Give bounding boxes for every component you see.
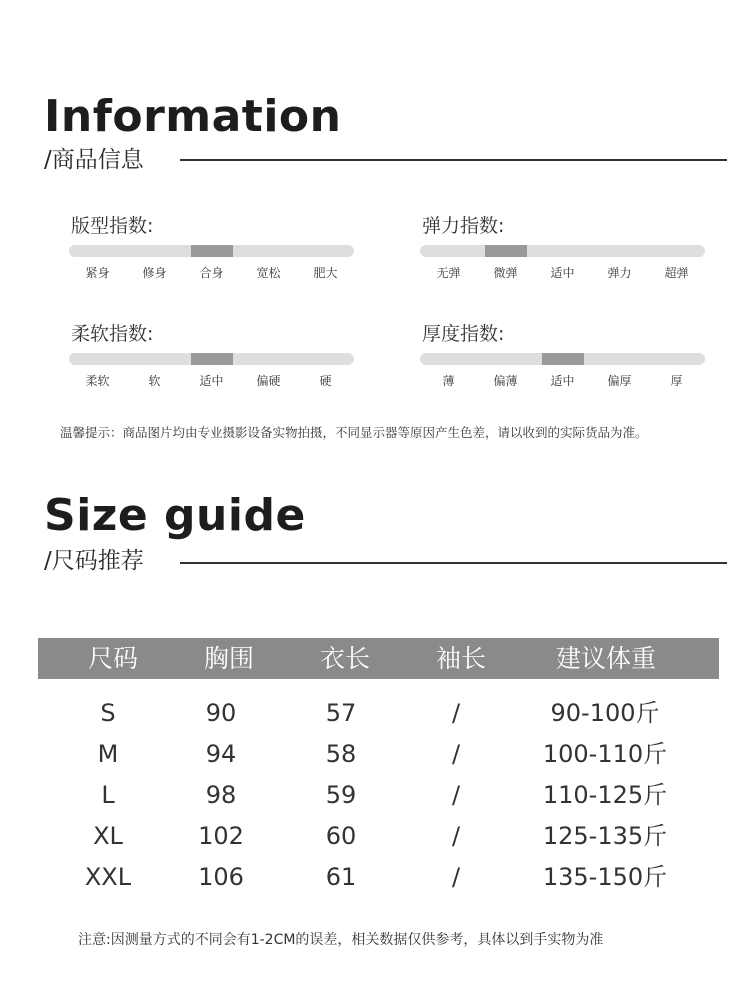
index-track [69, 245, 354, 257]
table-row [0, 780, 750, 810]
information-divider [180, 159, 727, 161]
cell-weight: 135-150斤 [542, 863, 668, 891]
index-option: 适中 [550, 374, 575, 388]
index-label: 柔软指数: [71, 323, 154, 345]
index-option: 肥大 [313, 266, 338, 280]
cell-size: L [101, 781, 115, 809]
index-option: 偏薄 [493, 374, 518, 388]
index-option: 偏硬 [256, 374, 281, 388]
cell-length: 60 [325, 822, 357, 850]
cell-chest: 98 [205, 781, 237, 809]
index-option: 适中 [199, 374, 224, 388]
header-weight: 建议体重 [555, 644, 657, 673]
cell-sleeve: / [451, 781, 461, 809]
size-table-header [38, 638, 719, 679]
cell-weight: 110-125斤 [542, 781, 668, 809]
thickness-index [420, 319, 705, 399]
index-option: 宽松 [256, 266, 281, 280]
index-option: 无弹 [436, 266, 461, 280]
size-guide-title: Size guide [44, 490, 306, 541]
cell-weight: 90-100斤 [550, 699, 660, 727]
size-guide-subtitle: /尺码推荐 [44, 548, 144, 574]
index-label: 厚度指数: [422, 323, 505, 345]
header-chest: 胸围 [203, 644, 255, 673]
information-title: Information [44, 91, 342, 142]
cell-weight: 100-110斤 [542, 740, 668, 768]
header-sleeve: 袖长 [435, 644, 487, 673]
elasticity-index [420, 211, 705, 291]
index-option: 软 [148, 374, 161, 388]
cell-sleeve: / [451, 822, 461, 850]
index-track [69, 353, 354, 365]
index-option: 修身 [142, 266, 167, 280]
size-guide-divider [180, 562, 727, 564]
cell-size: S [100, 699, 116, 727]
index-label: 版型指数: [71, 215, 154, 237]
index-selected-segment [191, 245, 233, 257]
table-row [0, 862, 750, 892]
header-size: 尺码 [87, 644, 139, 673]
index-option: 薄 [442, 374, 455, 388]
index-option: 合身 [199, 266, 224, 280]
index-option: 柔软 [85, 374, 110, 388]
cell-sleeve: / [451, 699, 461, 727]
color-difference-notice: 温馨提示：商品图片均由专业摄影设备实物拍摄，不同显示器等原因产生色差，请以收到的实际货品为准。 [60, 425, 648, 440]
table-row [0, 698, 750, 728]
table-row [0, 739, 750, 769]
softness-index [69, 319, 354, 399]
information-subtitle: /商品信息 [44, 147, 144, 173]
index-option: 超弹 [664, 266, 689, 280]
index-option: 偏厚 [607, 374, 632, 388]
index-option: 弹力 [607, 266, 632, 280]
cell-size: XL [93, 822, 123, 850]
cell-length: 58 [325, 740, 357, 768]
cell-length: 61 [325, 863, 357, 891]
cell-chest: 102 [198, 822, 244, 850]
cell-size: M [97, 740, 119, 768]
table-row [0, 821, 750, 851]
index-label: 弹力指数: [422, 215, 505, 237]
cell-sleeve: / [451, 740, 461, 768]
index-option: 硬 [319, 374, 332, 388]
cell-length: 57 [325, 699, 357, 727]
index-option: 适中 [550, 266, 575, 280]
index-option: 紧身 [85, 266, 110, 280]
fit-index [69, 211, 354, 291]
index-selected-segment [542, 353, 584, 365]
index-track [420, 353, 705, 365]
cell-length: 59 [325, 781, 357, 809]
header-length: 衣长 [319, 644, 371, 673]
cell-sleeve: / [451, 863, 461, 891]
cell-size: XXL [84, 863, 132, 891]
index-track [420, 245, 705, 257]
index-selected-segment [485, 245, 527, 257]
cell-chest: 90 [205, 699, 237, 727]
cell-chest: 94 [205, 740, 237, 768]
cell-chest: 106 [198, 863, 244, 891]
measurement-footnote: 注意:因测量方式的不同会有1-2CM的误差，相关数据仅供参考，具体以到手实物为准 [78, 932, 604, 948]
index-option: 微弹 [493, 266, 518, 280]
index-selected-segment [191, 353, 233, 365]
index-option: 厚 [670, 374, 683, 388]
cell-weight: 125-135斤 [542, 822, 668, 850]
